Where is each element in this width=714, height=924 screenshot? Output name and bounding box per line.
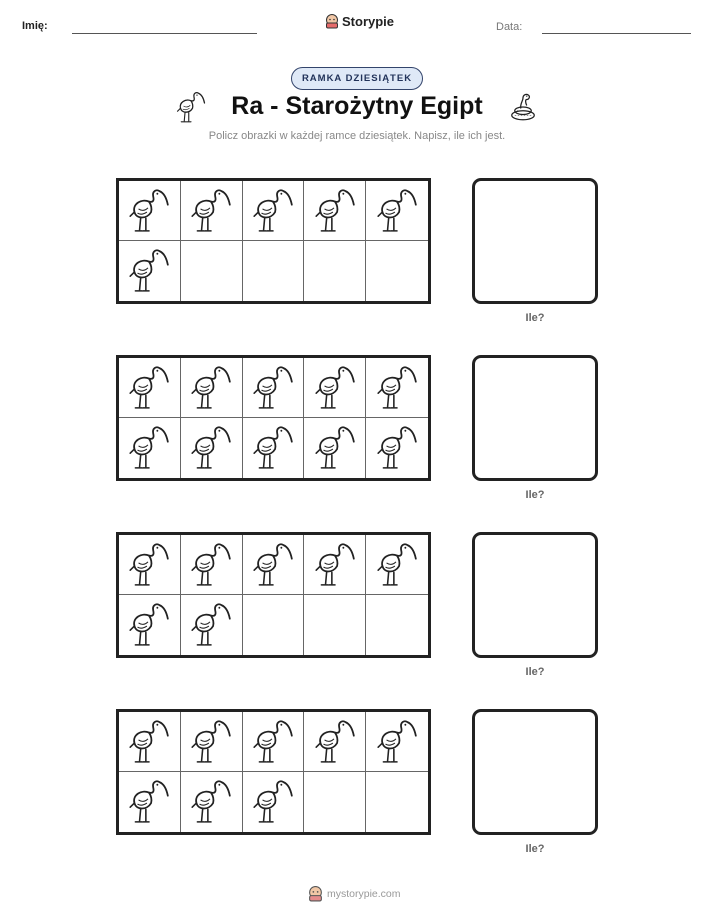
ten-frame-cell — [181, 418, 243, 478]
ibis-icon — [376, 542, 418, 588]
ibis-icon — [128, 188, 170, 234]
ibis-icon — [252, 425, 294, 471]
answer-label: Ile? — [525, 312, 545, 324]
ten-frame-cell — [243, 181, 305, 241]
ibis-icon — [252, 365, 294, 411]
ibis-icon — [252, 719, 294, 765]
ten-frame-cell — [119, 181, 181, 241]
ibis-icon — [190, 365, 232, 411]
footer — [308, 886, 401, 902]
answer-box[interactable] — [472, 709, 598, 835]
answer-box[interactable] — [472, 178, 598, 304]
ten-frame-cell — [181, 241, 243, 301]
ibis-icon — [128, 542, 170, 588]
ibis-icon — [314, 542, 356, 588]
ten-frame-cell — [181, 712, 243, 772]
ten-frame-cell — [181, 772, 243, 832]
ibis-icon — [128, 365, 170, 411]
ten-frame-cell — [243, 418, 305, 478]
ten-frame-cell — [304, 712, 366, 772]
storypie-logo-icon — [308, 886, 323, 902]
ten-frame-cell — [366, 241, 428, 301]
ibis-icon — [190, 542, 232, 588]
ibis-icon — [190, 425, 232, 471]
answer-box[interactable] — [472, 355, 598, 481]
ten-frame — [116, 709, 431, 835]
ten-frame-cell — [304, 181, 366, 241]
worksheet-type-badge: RAMKA DZIESIĄTEK — [291, 67, 423, 90]
ibis-icon — [128, 719, 170, 765]
ten-frame-cell — [119, 595, 181, 655]
ibis-icon — [376, 719, 418, 765]
ten-frame-cell — [243, 535, 305, 595]
ten-frame-cell — [119, 241, 181, 301]
ten-frame-cell — [304, 241, 366, 301]
ibis-icon — [176, 91, 206, 124]
ibis-icon — [314, 365, 356, 411]
ten-frame-cell — [304, 358, 366, 418]
ten-frame-cell — [243, 358, 305, 418]
ibis-icon — [252, 779, 294, 825]
storypie-logo-icon — [325, 14, 339, 29]
ten-frame-cell — [119, 535, 181, 595]
ten-frame-cell — [366, 181, 428, 241]
ten-frame-cell — [366, 712, 428, 772]
ibis-icon — [128, 248, 170, 294]
ten-frame — [116, 178, 431, 304]
answer-label: Ile? — [525, 666, 545, 678]
ibis-icon — [376, 188, 418, 234]
date-label: Data: — [496, 21, 523, 33]
ten-frame-cell — [119, 772, 181, 832]
ten-frame-cell — [366, 418, 428, 478]
ten-frame — [116, 532, 431, 658]
ibis-icon — [252, 542, 294, 588]
ten-frame-cell — [119, 358, 181, 418]
ten-frame-cell — [366, 772, 428, 832]
ten-frame-cell — [181, 181, 243, 241]
page-title: Ra - Starożytny Egipt — [231, 92, 483, 120]
ibis-icon — [190, 779, 232, 825]
ten-frame-cell — [181, 595, 243, 655]
ten-frame-cell — [181, 535, 243, 595]
brand-name: Storypie — [342, 14, 395, 29]
ten-frame-cell — [304, 595, 366, 655]
ten-frame-cell — [243, 712, 305, 772]
ibis-icon — [128, 425, 170, 471]
footer-site: mystorypie.com — [327, 888, 401, 900]
ibis-icon — [128, 602, 170, 648]
ten-frame-cell — [304, 418, 366, 478]
brand-logo — [325, 14, 394, 29]
ten-frame-cell — [119, 712, 181, 772]
instructions: Policz obrazki w każdej ramce dziesiątek. Napisz, ile ich jest. — [208, 130, 506, 142]
ten-frame-cell — [304, 535, 366, 595]
ibis-icon — [376, 425, 418, 471]
answer-label: Ile? — [525, 843, 545, 855]
ten-frame-cell — [366, 358, 428, 418]
ibis-icon — [128, 779, 170, 825]
ibis-icon — [190, 602, 232, 648]
ibis-icon — [314, 188, 356, 234]
ibis-icon — [252, 188, 294, 234]
date-field[interactable] — [542, 33, 691, 34]
cobra-icon — [508, 92, 538, 122]
ibis-icon — [190, 188, 232, 234]
ibis-icon — [314, 719, 356, 765]
answer-label: Ile? — [525, 489, 545, 501]
ten-frame-cell — [119, 418, 181, 478]
name-label: Imię: — [22, 20, 48, 32]
ten-frame — [116, 355, 431, 481]
ten-frame-cell — [243, 241, 305, 301]
ibis-icon — [376, 365, 418, 411]
ten-frame-cell — [366, 595, 428, 655]
ibis-icon — [190, 719, 232, 765]
ibis-icon — [314, 425, 356, 471]
ten-frame-cell — [181, 358, 243, 418]
answer-box[interactable] — [472, 532, 598, 658]
ten-frame-cell — [243, 595, 305, 655]
ten-frame-cell — [243, 772, 305, 832]
ten-frame-cell — [304, 772, 366, 832]
ten-frame-cell — [366, 535, 428, 595]
name-field[interactable] — [72, 33, 257, 34]
